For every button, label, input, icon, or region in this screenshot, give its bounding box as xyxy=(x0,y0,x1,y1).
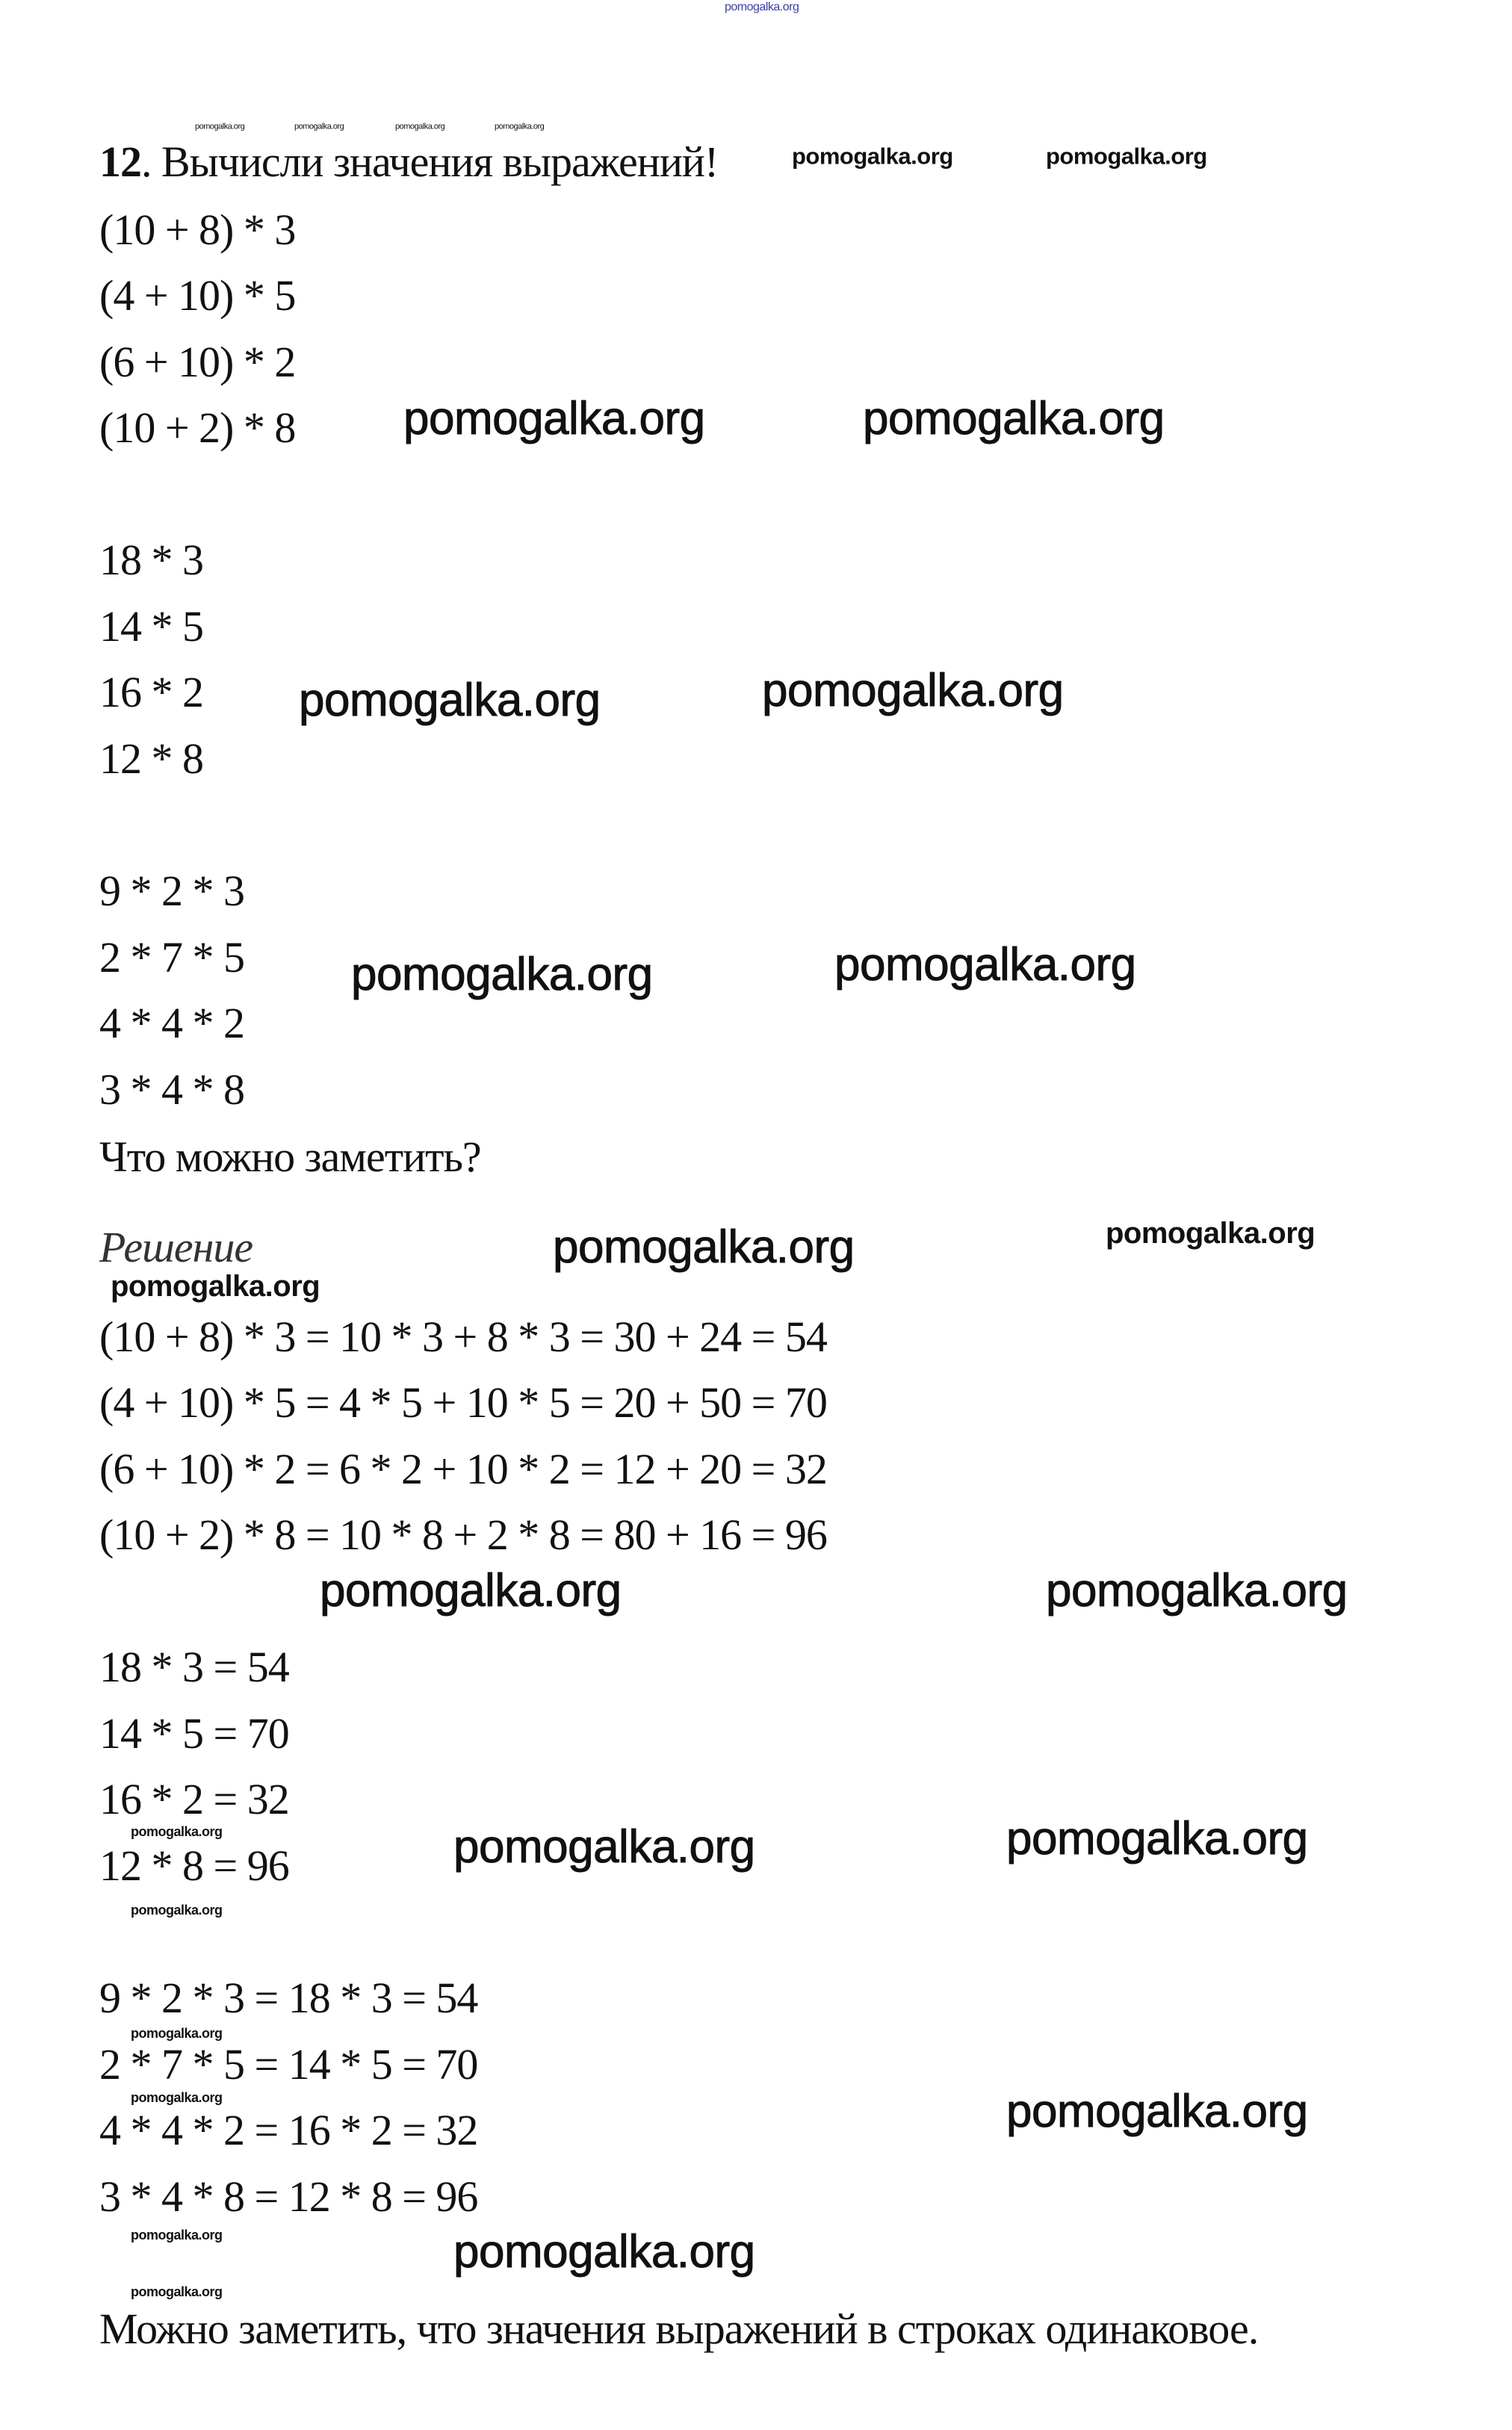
watermark-text: pomogalka.org xyxy=(131,1903,223,1918)
watermark-text: pomogalka.org xyxy=(792,143,953,170)
task-title-text: . Вычисли значения выражений! xyxy=(141,137,719,186)
watermark-text: pomogalka.org xyxy=(131,1824,223,1839)
watermark-text: pomogalka.org xyxy=(1006,1813,1308,1865)
solution-conclusion: Можно заметить, что значения выражений в строках одинаковое. xyxy=(99,2305,1259,2353)
watermark-text: pomogalka.org xyxy=(403,393,705,444)
watermark-text: pomogalka.org xyxy=(762,665,1064,716)
solution-line: 2 * 7 * 5 = 14 * 5 = 70 xyxy=(99,2040,478,2089)
watermark-text: pomogalka.org xyxy=(1106,1217,1316,1250)
expression-line: 18 * 3 xyxy=(99,536,203,584)
watermark-text: pomogalka.org xyxy=(1046,143,1207,170)
expression-line: (10 + 8) * 3 xyxy=(99,205,296,254)
watermark-text: pomogalka.org xyxy=(320,1565,622,1617)
watermark-text: pomogalka.org xyxy=(495,122,545,131)
solution-line: (10 + 8) * 3 = 10 * 3 + 8 * 3 = 30 + 24 = 54 xyxy=(99,1312,827,1361)
expression-line: 9 * 2 * 3 xyxy=(99,867,244,915)
watermark-text: pomogalka.org xyxy=(553,1221,855,1273)
watermark-text: pomogalka.org xyxy=(1046,1565,1348,1617)
solution-line: 9 * 2 * 3 = 18 * 3 = 54 xyxy=(99,1974,478,2022)
solution-line: 14 * 5 = 70 xyxy=(99,1709,289,1758)
solution-line: 12 * 8 = 96 xyxy=(99,1841,289,1890)
watermark-text: pomogalka.org xyxy=(195,122,245,131)
solution-line: (10 + 2) * 8 = 10 * 8 + 2 * 8 = 80 + 16 = 96 xyxy=(99,1510,827,1559)
watermark-text: pomogalka.org xyxy=(351,949,653,1000)
task-question: Что можно заметить? xyxy=(99,1132,481,1181)
solution-line: 16 * 2 = 32 xyxy=(99,1775,289,1823)
watermark-text: pomogalka.org xyxy=(453,1821,755,1873)
watermark-text: pomogalka.org xyxy=(131,2090,223,2105)
watermark-text: pomogalka.org xyxy=(131,2228,223,2243)
solution-heading: Решение xyxy=(99,1223,253,1271)
watermark-text: pomogalka.org xyxy=(111,1270,320,1303)
watermark-text: pomogalka.org xyxy=(863,393,1165,444)
watermark-text: pomogalka.org xyxy=(395,122,445,131)
watermark-text: pomogalka.org xyxy=(725,1,799,13)
watermark-text: pomogalka.org xyxy=(131,2026,223,2041)
solution-line: 4 * 4 * 2 = 16 * 2 = 32 xyxy=(99,2106,478,2154)
expression-line: 3 * 4 * 8 xyxy=(99,1065,244,1114)
expression-line: (10 + 2) * 8 xyxy=(99,403,296,452)
watermark-text: pomogalka.org xyxy=(453,2226,755,2278)
expression-line: (4 + 10) * 5 xyxy=(99,271,296,320)
watermark-text: pomogalka.org xyxy=(294,122,344,131)
solution-line: 18 * 3 = 54 xyxy=(99,1643,289,1691)
watermark-text: pomogalka.org xyxy=(834,939,1136,991)
solution-line: 3 * 4 * 8 = 12 * 8 = 96 xyxy=(99,2172,478,2221)
solution-line: (6 + 10) * 2 = 6 * 2 + 10 * 2 = 12 + 20 = 32 xyxy=(99,1445,827,1493)
watermark-text: pomogalka.org xyxy=(131,2284,223,2299)
watermark-text: pomogalka.org xyxy=(299,675,601,726)
expression-line: 12 * 8 xyxy=(99,734,203,783)
expression-line: (6 + 10) * 2 xyxy=(99,338,296,386)
expression-line: 16 * 2 xyxy=(99,668,203,716)
expression-line: 2 * 7 * 5 xyxy=(99,933,244,982)
expression-line: 14 * 5 xyxy=(99,602,203,651)
expression-line: 4 * 4 * 2 xyxy=(99,999,244,1047)
task-number: 12 xyxy=(99,137,141,186)
task-title xyxy=(99,137,719,186)
watermark-text: pomogalka.org xyxy=(1006,2086,1308,2137)
solution-line: (4 + 10) * 5 = 4 * 5 + 10 * 5 = 20 + 50 = 70 xyxy=(99,1378,827,1427)
